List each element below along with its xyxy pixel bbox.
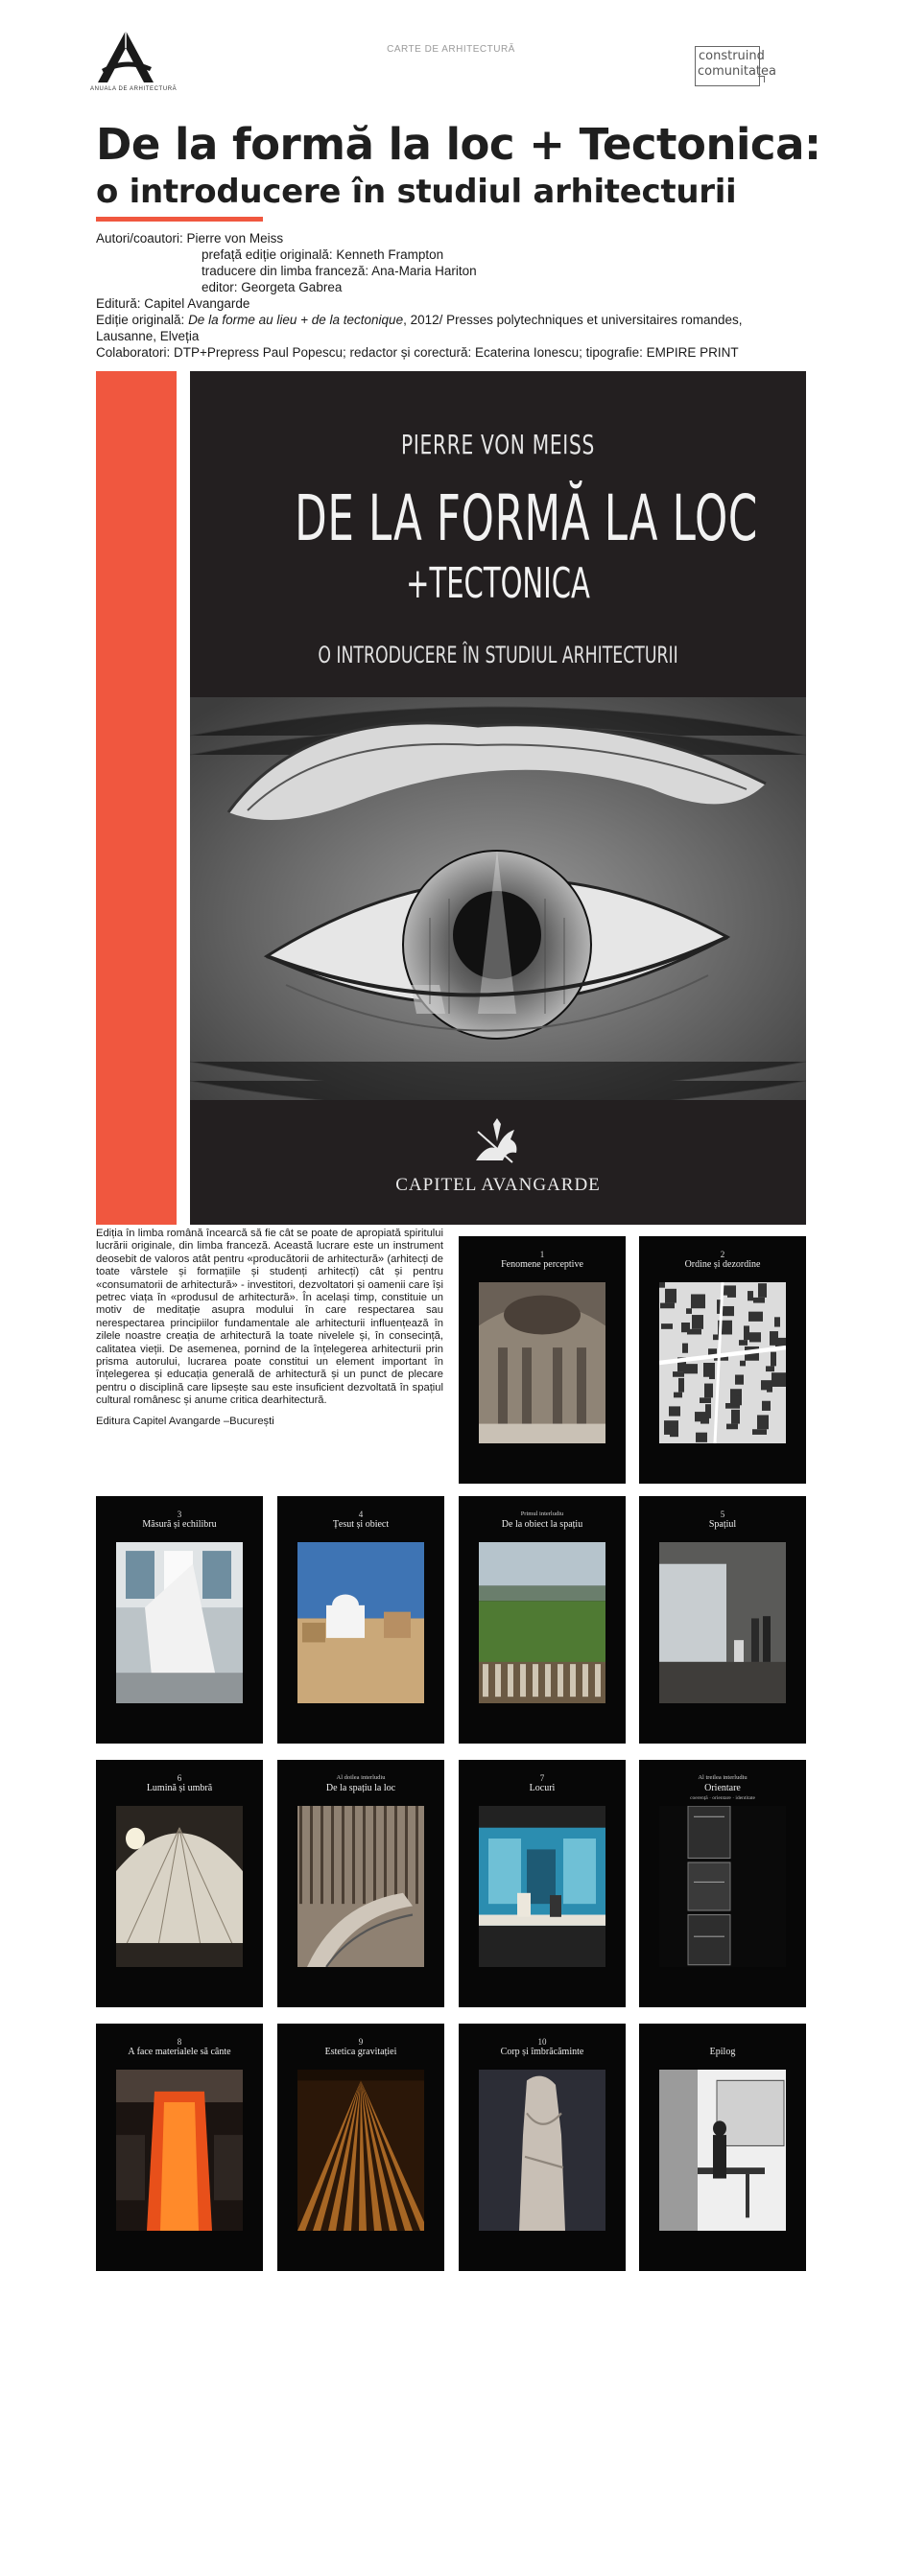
chapter-photo xyxy=(116,1806,243,1967)
chapter-photo xyxy=(479,1542,605,1703)
cover-title-2: +TECTONICA xyxy=(406,559,590,608)
chapter-card[interactable] xyxy=(639,1760,806,2007)
chapter-interlude: Al doilea interludiu xyxy=(336,1774,386,1781)
chapter-card[interactable] xyxy=(459,2024,626,2271)
chapter-card[interactable] xyxy=(639,1236,806,1484)
chapter-number: 10 xyxy=(537,2037,547,2047)
credits-translation: traducere din limba franceză: Ana-Maria Hariton xyxy=(202,264,477,278)
chapter-photo xyxy=(479,1282,605,1443)
chapter-number: 1 xyxy=(539,1250,545,1259)
chapter-card[interactable] xyxy=(639,1496,806,1744)
chapter-number: 9 xyxy=(358,2037,364,2047)
chapter-title: De la obiect la spațiu xyxy=(501,1519,583,1530)
title-underline xyxy=(96,217,263,222)
original-prefix: Ediție originală: xyxy=(96,313,189,327)
brand-line-2: comunitatea xyxy=(698,64,776,79)
chapter-card[interactable] xyxy=(459,1236,626,1484)
chapter-title: Lumină și umbră xyxy=(146,1783,213,1793)
construind-comunitatea-logo[interactable] xyxy=(695,46,776,86)
original-title: De la forme au lieu + de la tectonique xyxy=(188,313,404,327)
st-george-emblem-icon xyxy=(468,1114,526,1170)
cover-title: DE LA FORMĂ LA LOC xyxy=(295,481,759,555)
brand-corner-icon xyxy=(758,76,765,82)
credits-block xyxy=(96,230,806,361)
brand-line-1: construind xyxy=(699,49,765,63)
chapter-number: 7 xyxy=(539,1773,545,1783)
chapter-title: Ordine și dezordine xyxy=(684,1259,761,1270)
chapter-card[interactable] xyxy=(96,1496,263,1744)
logo-caption: ANUALA DE ARHITECTURĂ xyxy=(90,86,178,92)
chapter-number: 3 xyxy=(177,1510,182,1519)
credits-original-edition xyxy=(96,312,806,344)
chapter-title: Estetica gravitației xyxy=(324,2047,397,2057)
credits-publisher: Editură: Capitel Avangarde xyxy=(96,296,250,311)
chapter-card[interactable] xyxy=(96,1760,263,2007)
chapter-title: Orientare xyxy=(704,1783,741,1793)
cover-author: PIERRE VON MEISS xyxy=(400,429,595,460)
cover-subtitle: O INTRODUCERE ÎN STUDIUL ARHITECTURII xyxy=(318,642,678,668)
chapter-title: Țesut și obiect xyxy=(332,1519,390,1530)
chapter-card[interactable] xyxy=(459,1760,626,2007)
chapter-card[interactable] xyxy=(277,1496,444,1744)
section-label: CARTE DE ARHITECTURĂ xyxy=(387,44,515,55)
anuala-logo-icon[interactable] xyxy=(92,27,159,94)
chapter-card[interactable] xyxy=(277,1760,444,2007)
chapter-photo xyxy=(116,1542,243,1703)
credits-editor: editor: Georgeta Gabrea xyxy=(202,280,343,294)
intro-signoff: Editura Capitel Avangarde –București xyxy=(96,1415,274,1427)
chapter-number: 2 xyxy=(720,1250,725,1259)
chapter-photo xyxy=(297,1806,424,1967)
accent-bar xyxy=(96,371,177,1225)
chapter-photo xyxy=(479,2070,605,2231)
chapter-photo xyxy=(297,2070,424,2231)
page-subtitle: o introducere în studiul arhitecturii xyxy=(96,173,737,211)
credits-collaborators: Colaboratori: DTP+Prepress Paul Popescu; redactor și corectură: Ecaterina Ionescu; tipografie: EMPIRE PRINT xyxy=(96,345,739,360)
chapter-photo xyxy=(479,1806,605,1967)
chapter-title: Epilog xyxy=(709,2047,736,2057)
chapter-number: 5 xyxy=(720,1510,725,1519)
chapter-card[interactable] xyxy=(96,2024,263,2271)
chapter-title: A face materialele să cânte xyxy=(128,2047,231,2057)
intro-text xyxy=(96,1228,443,1436)
book-cover[interactable] xyxy=(190,371,806,1225)
chapter-title: Locuri xyxy=(529,1783,556,1793)
credits-authors: Autori/coautori: Pierre von Meiss xyxy=(96,231,284,246)
chapter-title: Spațiul xyxy=(708,1519,737,1530)
chapter-interlude: Primul interludiu xyxy=(520,1510,564,1517)
chapter-photo xyxy=(659,1282,786,1443)
page-title: De la formă la loc + Tectonica: xyxy=(96,119,821,170)
chapter-number: 8 xyxy=(177,2037,182,2047)
chapter-title: De la spațiu la loc xyxy=(325,1783,396,1793)
chapter-title: Corp și îmbrăcăminte xyxy=(500,2047,584,2057)
credits-preface: prefață ediție originală: Kenneth Frampton xyxy=(202,247,444,262)
chapter-card[interactable] xyxy=(277,2024,444,2271)
intro-paragraph: Ediția în limba română încearcă să fie cât se poate de apropiată spiritului lucrării originale, din limba franceză. Această lucrare este un instrument deosebit de valoros atât pentru «producătorii de arhitectură» (arhitecți de toate vârstele și formațiile și studenți arhitecți) cât și pentru «consumatorii de arhitectură» - investitori, dezvoltatori și oamenii care își petrec viața în «produsul de arhitectură». În același timp, constituie un motiv de meditație asupra modului în care respectarea sau nerespectarea principiilor fundamentale ale arhitecturii influențează în zilele noastre creația de arhitectură la toate nivelele și, în consecință, calitatea vieții. De asemenea, pornind de la înțelegerea arhitecturii prin prisma autorului, lucrarea poate constitui un element important în înțelegerea și educația generală de arhitectură și un punct de plecare pentru o disciplină care lipsește sau este insuficient dezvoltată în spațiul cultural românesc și anume critica dearhitectură. xyxy=(96,1228,443,1407)
chapter-interlude: Al treilea interludiu xyxy=(698,1774,748,1781)
eye-engraving-image xyxy=(190,697,806,1100)
chapter-photo xyxy=(659,2070,786,2231)
chapter-card[interactable] xyxy=(639,2024,806,2271)
chapter-number: 6 xyxy=(177,1773,182,1783)
chapter-card[interactable] xyxy=(459,1496,626,1744)
chapter-photo xyxy=(659,1542,786,1703)
chapter-photo xyxy=(116,2070,243,2231)
chapter-photo xyxy=(659,1806,786,1967)
chapter-number: 4 xyxy=(358,1510,364,1519)
original-suffix: , 2012/ Presses polytechniques et universitaires romandes, Lausanne, Elveția xyxy=(96,313,743,343)
chapter-title: Măsură și echilibru xyxy=(142,1519,217,1530)
page-header xyxy=(0,0,902,105)
chapter-title: Fenomene perceptive xyxy=(501,1259,583,1270)
cover-publisher: CAPITEL AVANGARDE xyxy=(395,1175,601,1195)
chapter-subtitle: coerență · orientare · identitate xyxy=(690,1795,755,1801)
chapter-photo xyxy=(297,1542,424,1703)
